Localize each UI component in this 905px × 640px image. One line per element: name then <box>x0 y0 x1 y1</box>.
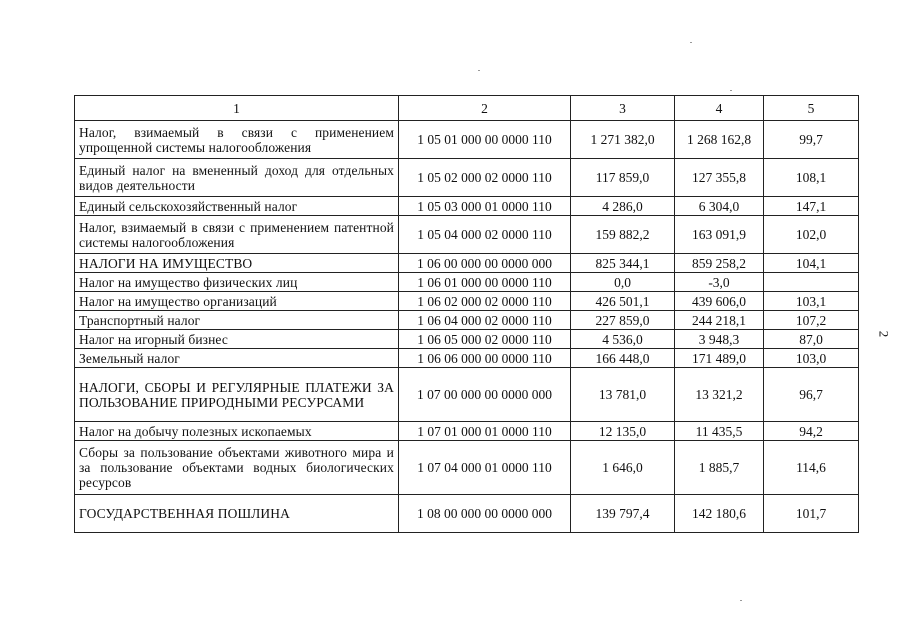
budget-code-cell: 1 05 02 000 02 0000 110 <box>399 159 571 197</box>
scan-speck <box>740 600 742 601</box>
value-col4-cell: 127 355,8 <box>675 159 764 197</box>
budget-code-cell: 1 06 06 000 00 0000 110 <box>399 349 571 368</box>
value-col3-cell: 227 859,0 <box>571 311 675 330</box>
row-name-cell: Налог, взимаемый в связи с применением патентной системы налогообложения <box>75 216 399 254</box>
budget-code-cell: 1 07 01 000 01 0000 110 <box>399 422 571 441</box>
table-row <box>75 216 859 254</box>
value-col3-cell: 4 286,0 <box>571 197 675 216</box>
table-body <box>75 121 859 533</box>
table-row <box>75 311 859 330</box>
budget-code-cell: 1 07 04 000 01 0000 110 <box>399 441 571 495</box>
value-col3-cell: 166 448,0 <box>571 349 675 368</box>
value-col4-cell: 1 268 162,8 <box>675 121 764 159</box>
value-col4-cell: 142 180,6 <box>675 495 764 533</box>
value-col3-cell: 4 536,0 <box>571 330 675 349</box>
percent-cell: 103,0 <box>764 349 859 368</box>
percent-cell: 101,7 <box>764 495 859 533</box>
row-name-cell: Единый сельскохозяйственный налог <box>75 197 399 216</box>
table-row <box>75 121 859 159</box>
column-header: 2 <box>399 96 571 121</box>
value-col3-cell: 1 646,0 <box>571 441 675 495</box>
percent-cell: 96,7 <box>764 368 859 422</box>
value-col4-cell: 244 218,1 <box>675 311 764 330</box>
value-col3-cell: 12 135,0 <box>571 422 675 441</box>
value-col4-cell: 1 885,7 <box>675 441 764 495</box>
scan-speck <box>478 70 480 71</box>
percent-cell: 114,6 <box>764 441 859 495</box>
value-col4-cell: 171 489,0 <box>675 349 764 368</box>
row-name-cell: Сборы за пользование объектами животного мира и за пользование объектами водных биологических ресурсов <box>75 441 399 495</box>
table-row <box>75 368 859 422</box>
column-header: 3 <box>571 96 675 121</box>
row-name-cell: Налог на имущество организаций <box>75 292 399 311</box>
percent-cell: 87,0 <box>764 330 859 349</box>
page-number: 2 <box>876 330 892 338</box>
percent-cell: 108,1 <box>764 159 859 197</box>
budget-code-cell: 1 05 01 000 00 0000 110 <box>399 121 571 159</box>
budget-code-cell: 1 06 00 000 00 0000 000 <box>399 254 571 273</box>
value-col4-cell: 163 091,9 <box>675 216 764 254</box>
row-name-cell: Налог на игорный бизнес <box>75 330 399 349</box>
budget-code-cell: 1 06 05 000 02 0000 110 <box>399 330 571 349</box>
table-row <box>75 254 859 273</box>
budget-code-cell: 1 06 01 000 00 0000 110 <box>399 273 571 292</box>
budget-code-cell: 1 05 03 000 01 0000 110 <box>399 197 571 216</box>
percent-cell: 103,1 <box>764 292 859 311</box>
row-name-cell: ГОСУДАРСТВЕННАЯ ПОШЛИНА <box>75 495 399 533</box>
row-name-cell: НАЛОГИ, СБОРЫ И РЕГУЛЯРНЫЕ ПЛАТЕЖИ ЗА ПОЛЬЗОВАНИЕ ПРИРОДНЫМИ РЕСУРСАМИ <box>75 368 399 422</box>
value-col4-cell: 3 948,3 <box>675 330 764 349</box>
percent-cell: 104,1 <box>764 254 859 273</box>
value-col3-cell: 426 501,1 <box>571 292 675 311</box>
value-col3-cell: 159 882,2 <box>571 216 675 254</box>
scan-speck <box>690 42 692 43</box>
column-header: 5 <box>764 96 859 121</box>
value-col3-cell: 117 859,0 <box>571 159 675 197</box>
value-col3-cell: 0,0 <box>571 273 675 292</box>
value-col4-cell: -3,0 <box>675 273 764 292</box>
value-col4-cell: 11 435,5 <box>675 422 764 441</box>
budget-code-cell: 1 06 02 000 02 0000 110 <box>399 292 571 311</box>
value-col3-cell: 1 271 382,0 <box>571 121 675 159</box>
table-row <box>75 273 859 292</box>
value-col3-cell: 13 781,0 <box>571 368 675 422</box>
value-col3-cell: 139 797,4 <box>571 495 675 533</box>
percent-cell: 102,0 <box>764 216 859 254</box>
percent-cell: 99,7 <box>764 121 859 159</box>
row-name-cell: Налог на добычу полезных ископаемых <box>75 422 399 441</box>
budget-code-cell: 1 05 04 000 02 0000 110 <box>399 216 571 254</box>
percent-cell: 107,2 <box>764 311 859 330</box>
percent-cell: 94,2 <box>764 422 859 441</box>
percent-cell <box>764 273 859 292</box>
table-row <box>75 159 859 197</box>
row-name-cell: Земельный налог <box>75 349 399 368</box>
value-col4-cell: 439 606,0 <box>675 292 764 311</box>
value-col4-cell: 6 304,0 <box>675 197 764 216</box>
table-row <box>75 422 859 441</box>
value-col4-cell: 859 258,2 <box>675 254 764 273</box>
table-row <box>75 292 859 311</box>
table-row <box>75 197 859 216</box>
budget-code-cell: 1 08 00 000 00 0000 000 <box>399 495 571 533</box>
value-col3-cell: 825 344,1 <box>571 254 675 273</box>
scan-speck <box>730 90 732 91</box>
table-row <box>75 441 859 495</box>
column-header: 1 <box>75 96 399 121</box>
table-row <box>75 349 859 368</box>
table-row <box>75 495 859 533</box>
table-header-row <box>75 96 859 121</box>
column-header: 4 <box>675 96 764 121</box>
revenue-table <box>74 95 859 533</box>
row-name-cell: Единый налог на вмененный доход для отдельных видов деятельности <box>75 159 399 197</box>
row-name-cell: НАЛОГИ НА ИМУЩЕСТВО <box>75 254 399 273</box>
percent-cell: 147,1 <box>764 197 859 216</box>
budget-code-cell: 1 06 04 000 02 0000 110 <box>399 311 571 330</box>
row-name-cell: Транспортный налог <box>75 311 399 330</box>
row-name-cell: Налог, взимаемый в связи с применением упрощенной системы налогообложения <box>75 121 399 159</box>
value-col4-cell: 13 321,2 <box>675 368 764 422</box>
table-row <box>75 330 859 349</box>
row-name-cell: Налог на имущество физических лиц <box>75 273 399 292</box>
budget-code-cell: 1 07 00 000 00 0000 000 <box>399 368 571 422</box>
